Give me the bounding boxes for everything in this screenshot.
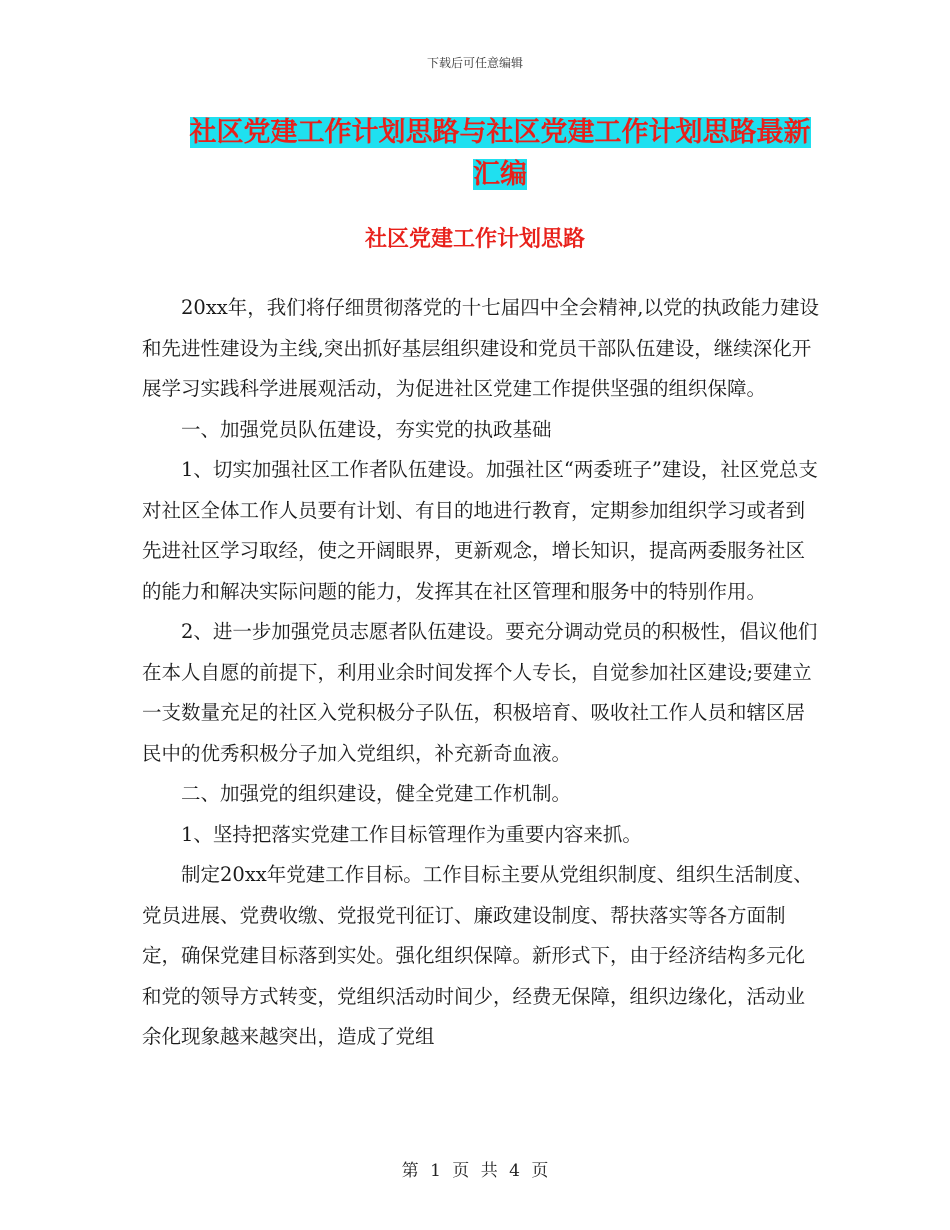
body-text: [142, 288, 822, 1058]
paragraph: 20xx年，我们将仔细贯彻落党的十七届四中全会精神,以党的执政能力建设和先进性建设为主线,突出抓好基层组织建设和党员干部队伍建设，继续深化开展学习实践科学进展观活动，为促进社区党建工作提供坚强的组织保障。: [142, 296, 820, 400]
paragraph: 1、切实加强社区工作者队伍建设。加强社区“两委班子”建设，社区党总支对社区全体工作人员要有计划、有目的地进行教育，定期参加组织学习或者到先进社区学习取经，使之开阔眼界，更新观念，增长知识，提高两委服务社区的能力和解决实际问题的能力，发挥其在社区管理和服务中的特别作用。: [142, 458, 818, 603]
document-title-line-2: 汇编: [473, 159, 527, 190]
paragraph: 一、加强党员队伍建设，夯实党的执政基础: [181, 417, 552, 441]
paragraph: 二、加强党的组织建设，健全党建工作机制。: [181, 782, 572, 805]
page-footer: 第 1 页 共 4 页: [401, 1161, 549, 1181]
document-title: [150, 112, 850, 196]
header-note: 下载后可任意编辑: [426, 56, 523, 70]
paragraph: 制定20xx年党建工作目标。工作目标主要从党组织制度、组织生活制度、党员进展、党费收缴、党报党刊征订、廉政建设制度、帮扶落实等各方面制定，确保党建目标落到实处。强化组织保障。新形式下，由于经济结构多元化和党的领导方式转变，党组织活动时间少，经费无保障，组织边缘化，活动业余化现象越来越突出，造成了党组: [142, 863, 813, 1048]
document-title-line-1: 社区党建工作计划思路与社区党建工作计划思路最新: [189, 117, 811, 148]
paragraph: 1、坚持把落实党建工作目标管理作为重要内容来抓。: [181, 822, 642, 846]
paragraph: 2、进一步加强党员志愿者队伍建设。要充分调动党员的积极性，倡议他们在本人自愿的前提下，利用业余时间发挥个人专长，自觉参加社区建设;要建立一支数量充足的社区入党积极分子队伍，积极培育、吸收社工作人员和辖区居民中的优秀积极分子加入党组织，补充新奇血液。: [142, 620, 818, 765]
section-title: 社区党建工作计划思路: [364, 227, 585, 252]
